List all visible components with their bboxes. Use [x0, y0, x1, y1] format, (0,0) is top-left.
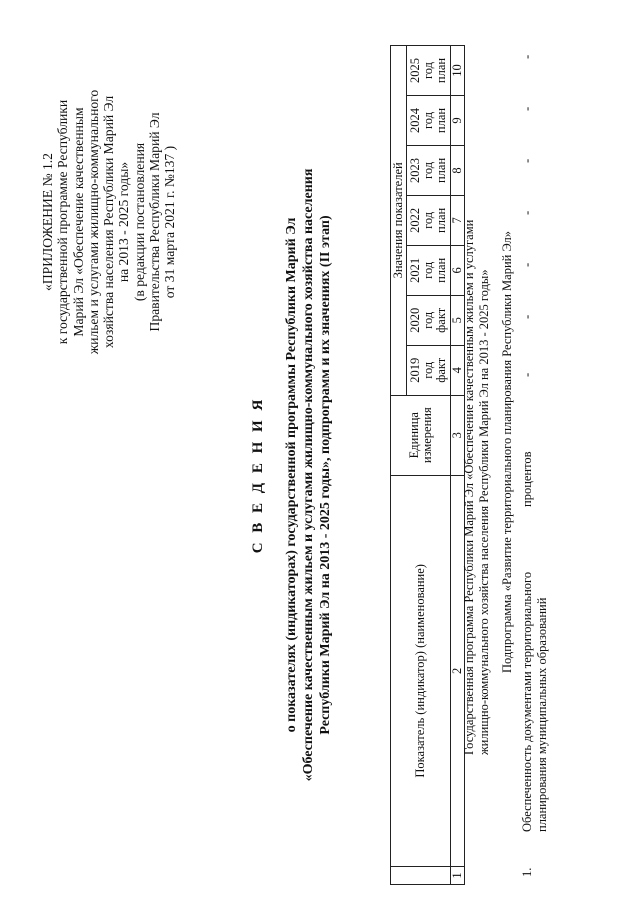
header-year — [407, 195, 451, 245]
title-line: о показателях (индикаторах) государственной программы Республики Марий Эл — [284, 217, 299, 733]
title-heading: С В Е Д Е Н И Я — [250, 396, 266, 554]
header-year — [407, 145, 451, 195]
indicator-row — [520, 37, 560, 877]
header-year-sub1: год — [421, 261, 435, 279]
header-year — [407, 295, 451, 345]
header-year-year: 2025 — [408, 58, 422, 83]
indicator-value: - — [520, 54, 534, 59]
appendix-block — [40, 57, 178, 387]
header-year-sub2: факт — [434, 307, 448, 333]
header-year-year: 2023 — [408, 157, 422, 183]
column-number: 4 — [451, 345, 465, 395]
indicator-value: - — [520, 314, 534, 319]
column-number: 9 — [451, 96, 465, 146]
header-year-sub2: план — [434, 57, 448, 84]
header-year-sub1: год — [421, 211, 435, 229]
indicators-table — [390, 45, 465, 885]
header-year-sub1: год — [421, 311, 435, 329]
header-year-sub2: план — [434, 257, 448, 283]
indicator-number: 1. — [520, 867, 534, 877]
indicator-unit: процентов — [520, 451, 534, 507]
header-year-year: 2024 — [408, 107, 422, 133]
header-year-year: 2019 — [408, 357, 422, 383]
header-values: Значения показателей — [391, 46, 407, 396]
header-year-sub1: год — [421, 111, 435, 130]
column-number: 6 — [451, 245, 465, 295]
indicator-value: - — [520, 372, 534, 377]
header-unit: Единица измерения — [391, 395, 451, 475]
column-number: 7 — [451, 195, 465, 245]
header-year-sub1: год — [421, 161, 435, 179]
appendix-line: Правительства Республики Марий Эл — [147, 112, 163, 332]
header-year-sub1: год — [421, 361, 435, 379]
indicator-name-line: планирования муниципальных образований — [535, 597, 549, 832]
indicator-value: - — [520, 106, 534, 111]
appendix-line: хозяйства населения Республики Марий Эл — [101, 95, 117, 349]
indicator-value: - — [520, 158, 534, 163]
column-number: 10 — [451, 46, 465, 96]
header-year-sub2: план — [434, 207, 448, 233]
appendix-line: от 31 марта 2021 г. №137 ) — [162, 145, 178, 299]
header-year — [407, 245, 451, 295]
indicator-name-line: Обеспеченность документами территориального — [520, 571, 534, 832]
appendix-line: (в редакции постановления — [131, 142, 147, 302]
header-year — [407, 96, 451, 146]
column-number: 8 — [451, 145, 465, 195]
appendix-line: к государственной программе Республики — [55, 99, 71, 345]
column-number: 3 — [451, 395, 465, 475]
appendix-line: Марий Эл «Обеспечение качественным — [70, 107, 86, 337]
column-number: 2 — [451, 475, 465, 866]
program-line-1: Государственная программа Республики Марий Эл «Обеспечение качественным жильем и услугами — [462, 219, 476, 755]
title-line: «Обеспечение качественным жильем и услугами жилищно-коммунального хозяйства населения — [301, 168, 316, 782]
header-year — [407, 46, 451, 96]
appendix-line: жильем и услугами жилищно-коммунального — [85, 89, 101, 355]
program-line-2: жилищно-коммунального хозяйства населения Республики Марий Эл на 2013 - 2025 годы» — [477, 269, 491, 755]
header-year-sub2: факт — [434, 357, 448, 383]
column-number: 5 — [451, 295, 465, 345]
header-year-sub2: план — [434, 157, 448, 184]
subprogram-line: Подпрограмма «Развитие территориального планирования Республики Марий Эл» — [500, 230, 514, 673]
appendix-line: «ПРИЛОЖЕНИЕ № 1.2 — [40, 153, 55, 291]
indicator-value: - — [520, 210, 534, 215]
appendix-line: на 2013 - 2025 годы» — [116, 161, 132, 283]
document-title — [250, 115, 334, 835]
header-year-sub1: год — [421, 61, 435, 80]
header-year-year: 2021 — [408, 257, 422, 283]
header-year — [407, 345, 451, 395]
title-line: Республики Марий Эл на 2013 - 2025 годы», подпрограмм и их значениях (II этап) — [318, 215, 333, 735]
header-year-year: 2020 — [408, 307, 422, 333]
header-year-year: 2022 — [408, 207, 422, 233]
indicator-value: - — [520, 262, 534, 267]
header-empty — [391, 867, 451, 885]
column-number: 1 — [451, 867, 465, 885]
header-year-sub2: план — [434, 107, 448, 134]
header-indicator: Показатель (индикатор) (наименование) — [391, 475, 451, 866]
